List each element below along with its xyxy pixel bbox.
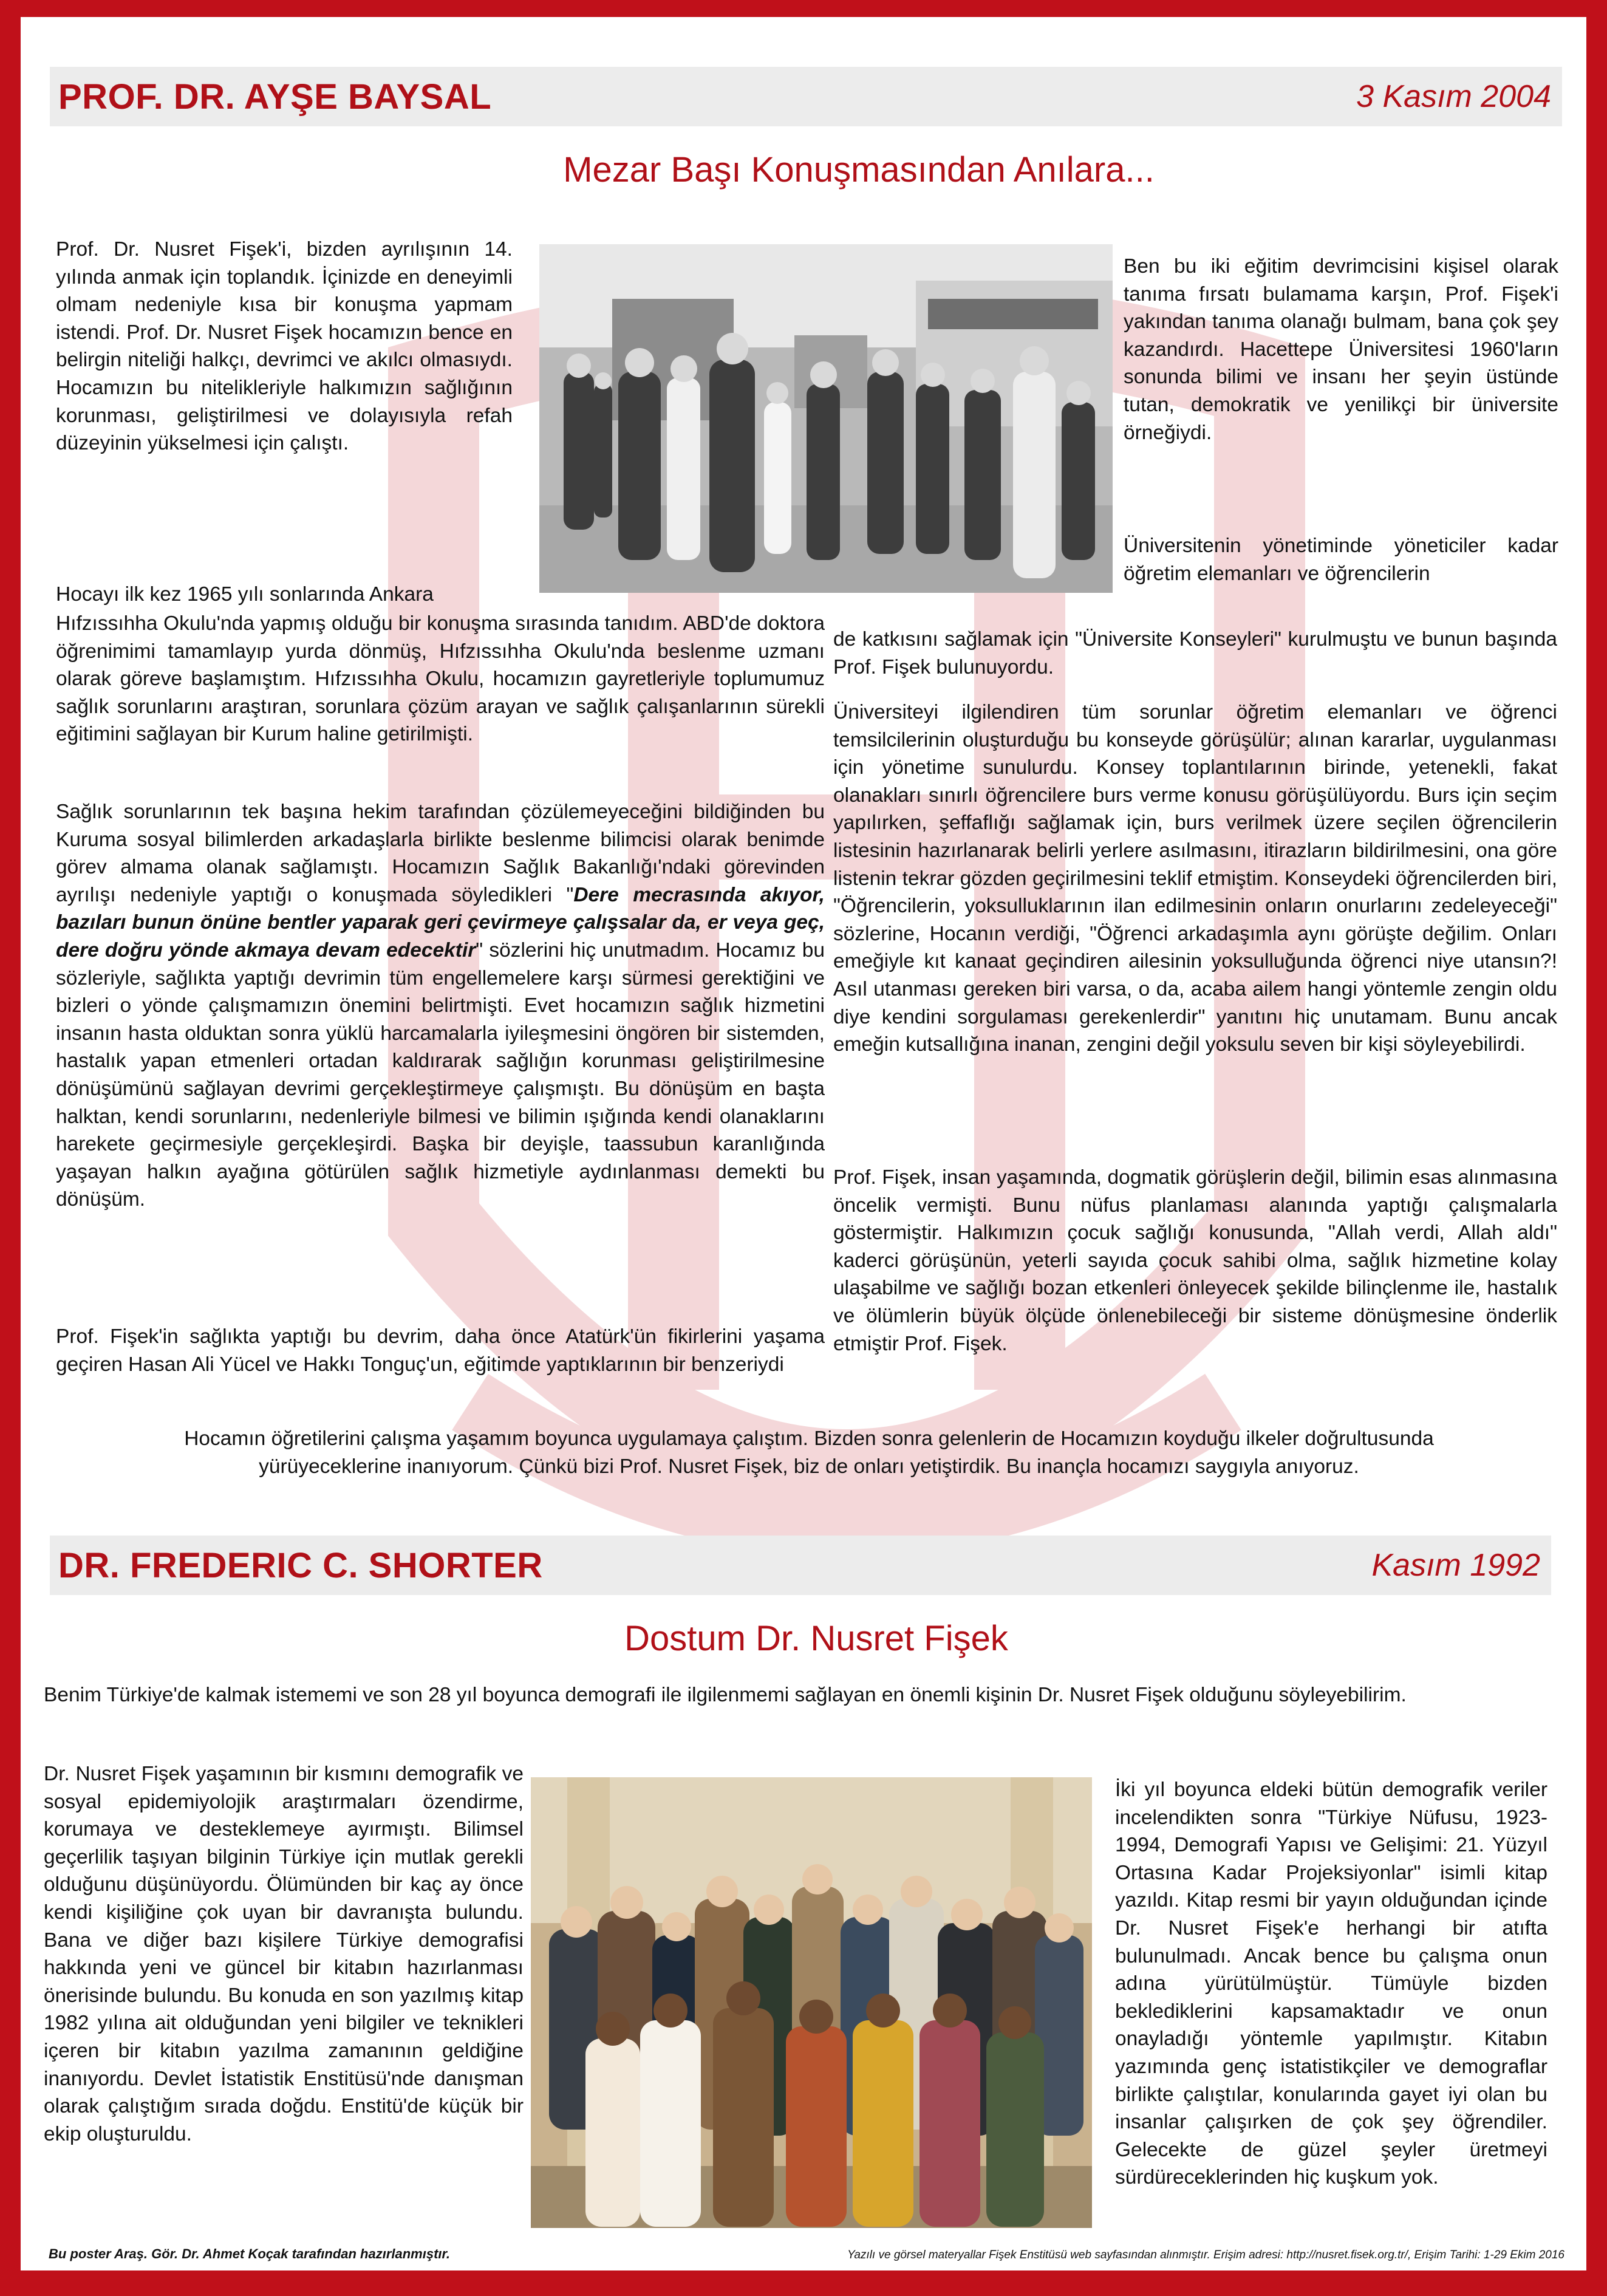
footer-source: Yazılı ve görsel materyallar Fişek Enstitüsü web sayfasından alınmıştır. Erişim adresi: http://nusret.fisek.org.tr/, Erişim Tarihi: 1-29 Ekim 2016	[847, 2249, 1564, 2261]
section1-date: 3 Kasım 2004	[1356, 79, 1551, 114]
section1-right-p3: Üniversiteyi ilgilendiren tüm sorunlar öğretim elemanları ve öğrenci temsilcilerinin oluşturduğu bu konseyde görüşülür; alınan kararlar, uygulanması için yönetime sunulurdu. Konsey toplantılarının birinde, yetenekli, fakat olanakları sınırlı öğrencilere burs verme konusu görüşülüyordu. Burs için seçim yapılırken, şeffaflığı sağlamak için, burs verilmek üzere seçilen öğrencilerin listesinin hazırlanarak belirli yerlere asılmasını, itirazların bildirilmesini, ona göre listenin tekrar gözden geçirilmesini teklif etmiştim. Konseydeki öğrencilerden biri, "Öğrencilerin, yoksulluklarının ilan edilmesinin onların onurlarını zedeleyeceği" sözlerine, Hocanın verdiği, "Öğrenci arkadaşımla aynı görüşte değilim. Onları emeğiyle kıt kanaat geçindiren ailesinin yoksulluğunda öğrenci niye utansın?! Asıl utanması gereken biri varsa, o da, acaba ailem hangi yöntemle zengin oldu diye kendini sorgulaması gerekenlerdir" yanıtını hiç unutamam. Bunu ancak emeğin kutsallığına inanan, zengini değil yoksulu seven bir kişi söyleyebilirdi.	[833, 701, 1557, 1056]
section1-left-hocayi: Hocayı ilk kez 1965 yılı sonlarında Ankara	[56, 583, 434, 606]
historic-group-photo	[539, 244, 1113, 593]
section2-right: İki yıl boyunca eldeki bütün demografik veriler incelendikten sonra "Türkiye Nüfusu, 1923-1994, Demografi Yapısı ve Gelişimi: 21. Yüzyıl Ortasına Kadar Projeksiyonlar" isimli kitap yazıldı. Kitap resmi bir yayın olduğundan içinde Dr. Nusret Fişek'e herhangi bir atıfta bulunulmadı. Ancak bence bu çalışma onun adına yürütülmüştür. Tümüyle bizden beklediklerini kapsamaktadır ve onun onayladığı yöntemle yapılmıştır. Kitabın yazımında genç istatistikçiler ve demograflar birlikte çalıştılar, konularında gayet iyi olan bu insanlar çalışırken de çok şey öğrendiler. Gelecekte de güzel şeyler üretmeyi sürdüreceklerinden hiç kuşkum yok.	[1115, 1778, 1547, 2189]
section1-title-bar	[50, 67, 1562, 126]
section1-right-p4: Prof. Fişek, insan yaşamında, dogmatik görüşlerin değil, bilimin esas alınmasına öncelik vermişti. Bunu nüfus planlaması alanında yaptığı çalışmalarla göstermiştir. Halkımızın çocuk sağlığı konusunda, "Allah verdi, Allah aldı" kaderci görüşünün, yeterli sayıda çocuk sahibi olma, sağlık hizmetine kolay ulaşabilme ve sağlığı bozan etkenleri önleyecek şekilde bilinçlenme ile, hastalık ve ölümlerin büyük ölçüde önlenebileceği bir sisteme dönüşmesine önderlik etmiştir Prof. Fişek.	[833, 1166, 1557, 1355]
quote-lead: Sağlık sorunlarının tek başına hekim tarafından çözülemeyeceğini bildiğinden bu Kuruma sosyal bilimlerden arkadaşlarla birlikte beslenme bilimcisi olarak benimde görev almama olanak sağlamıştı. Hocamızın Sağlık Bakanlığı'ndaki görevinden ayrılışı nedeniyle yaptığı o konuşmada söyledikleri "	[56, 801, 825, 906]
section1-closing-1: Hocamın öğretilerini çalışma yaşamım boyunca uygulamaya çalıştım. Bizden sonra gelenlerin de Hocamızın koyduğu ilkeler doğrultusunda	[184, 1427, 1434, 1450]
section1-right-p1: Ben bu iki eğitim devrimcisini kişisel olarak tanıma fırsatı bulamama karşın, Prof. Fişek'i yakından tanıma olanağı bulmam, bana çok şey kazandırdı. Hacettepe Üniversitesi 1960'ların sonunda bilimi ve insanı her şeyin üstünde tutan, demokratik ve yenilikçi bir üniversite örneğiydi.	[1124, 255, 1558, 444]
quote-tail: " sözlerini hiç unutmadım. Hocamız bu sözleriyle, sağlıkta yaptığı devrimin tüm engellemelere karşı sürmesi gerektiğini ve bizleri o yönde çalışmamızın önemini belirtmişti. Evet hocamızın sağlık hizmetini insanın hasta olduktan sonra yüklü harcamalarla iyileşmesini öngören bir sistemden, hastalık yapan etmenleri ortadan kaldırarak sağlığın korunması geliştirilmesine dönüşümünü sağlayan devrimi gerçekleştirmeye çalışmıştı. Bu dönüşüm en başta halktan, kendi sorunlarını, nedenleriyle bilmesi ve bilimin ışığında kendi olanaklarını harekete geçirmesiyle gerçekleşirdi. Başka bir deyişle, taassubun karanlığında yaşayan halkın ayağına götürülen sağlık hizmetiyle aydınlanması demekti bu dönüşüm.	[56, 938, 825, 1211]
section1-subtitle: Mezar Başı Konuşmasından Anılara...	[563, 150, 1155, 190]
section1-right-p2: Üniversitenin yönetiminde yöneticiler kadar öğretim elemanları ve öğrencilerin	[1124, 535, 1558, 585]
section2-intro: Benim Türkiye'de kalmak istememi ve son 28 yıl boyunca demografi ile ilgilenmemi sağlayan en önemli kişinin Dr. Nusret Fişek olduğunu söyleyebilirim.	[44, 1684, 1407, 1706]
dere-quote: Dere mecrasında akıyor, bazıları bunun önüne bentler yaparak geri çevirmeye çalışsalar da, er veya geç, dere doğru yönde akmaya devam edecektir	[56, 883, 825, 962]
section2-date: Kasım 1992	[1371, 1548, 1540, 1583]
section1-closing-2: yürüyeceklerine inanıyorum. Çünkü bizi Prof. Nusret Fişek, biz de onları yetiştirdik. Bu inançla hocamızı saygıyla anıyoruz.	[259, 1455, 1359, 1478]
section1-left-p2: Hıfzıssıhha Okulu'nda yapmış olduğu bir konuşma sırasında tanıdım. ABD'de doktora öğrenimimi tamamlayıp yurda dönmüş, Hıfzıssıhha Okulu'nda beslenme uzmanı olarak göreve başlamıştım. Hıfzıssıhha Okulu, hocamızın gayretleriyle toplumumuz sağlık sorunlarını araştıran, sorunlara çözüm arayan ve sağlık çalışanlarının sürekli eğitimini sağlayan bir Kurum haline getirilmişti.	[56, 612, 825, 746]
section1-author: PROF. DR. AYŞE BAYSAL	[58, 77, 492, 117]
poster-sheet	[21, 17, 1586, 2270]
footer-credit: Bu poster Araş. Gör. Dr. Ahmet Koçak tarafından hazırlanmıştır.	[49, 2246, 450, 2261]
section2-left: Dr. Nusret Fişek yaşamının bir kısmını demografik ve sosyal epidemiyolojik araştırmaları özendirme, korumaya ve desteklemeye ayırmıştı. Bilimsel geçerlilik taşıyan bilginin Türkiye için mutlak gerekli olduğunu düşünüyordu. Ölümünden bir kaç ay önce kendi kişiliğine çok uyan bir davranışta bulundu. Bana ve diğer bazı kişilere Türkiye demografisi hakkında yeni ve güncel bir kitabın hazırlanması önerisinde bulundu. Bu konuda en son yazılmış kitap 1982 yılına ait olduğundan yeni bilgiler ve teknikleri içeren bir kitabın yazılma zamanının geldiğine inanıyordu. Devlet İstatistik Enstitüsü'nde danışman olarak çalıştığım sırada doğdu. Enstitü'de küçük bir ekip oluşturuldu.	[44, 1763, 524, 2145]
colleagues-group-photo	[531, 1777, 1092, 2228]
section2-title-bar	[50, 1536, 1551, 1595]
section1-left-intro: Prof. Dr. Nusret Fişek'i, bizden ayrılışının 14. yılında anmak için toplandık. İçinizde en deneyimli olmam nedeniyle kısa bir konuşma yapmam istendi. Prof. Dr. Nusret Fişek hocamızın bence en belirgin niteliği halkçı, devrimci ve akılcı olmasıydı. Hocamızın bu nitelikleriyle halkımızın sağlığının korunması, geliştirilmesi ve dolayısıyla refah düzeyinin yükselmesi için çalıştı.	[56, 238, 513, 455]
section2-subtitle: Dostum Dr. Nusret Fişek	[624, 1619, 1008, 1658]
section1-left-p3	[56, 798, 825, 1214]
section2-author: DR. FREDERIC C. SHORTER	[58, 1545, 543, 1585]
section1-right-p2-cont: de katkısını sağlamak için "Üniversite Konseyleri" kurulmuştu ve bunun başında Prof. Fişek bulunuyordu.	[833, 628, 1557, 678]
section1-left-p4: Prof. Fişek'in sağlıkta yaptığı bu devrim, daha önce Atatürk'ün fikirlerini yaşama geçiren Hasan Ali Yücel ve Hakkı Tonguç'un, eğitimde yaptıklarının bir benzeriydi	[56, 1325, 825, 1376]
